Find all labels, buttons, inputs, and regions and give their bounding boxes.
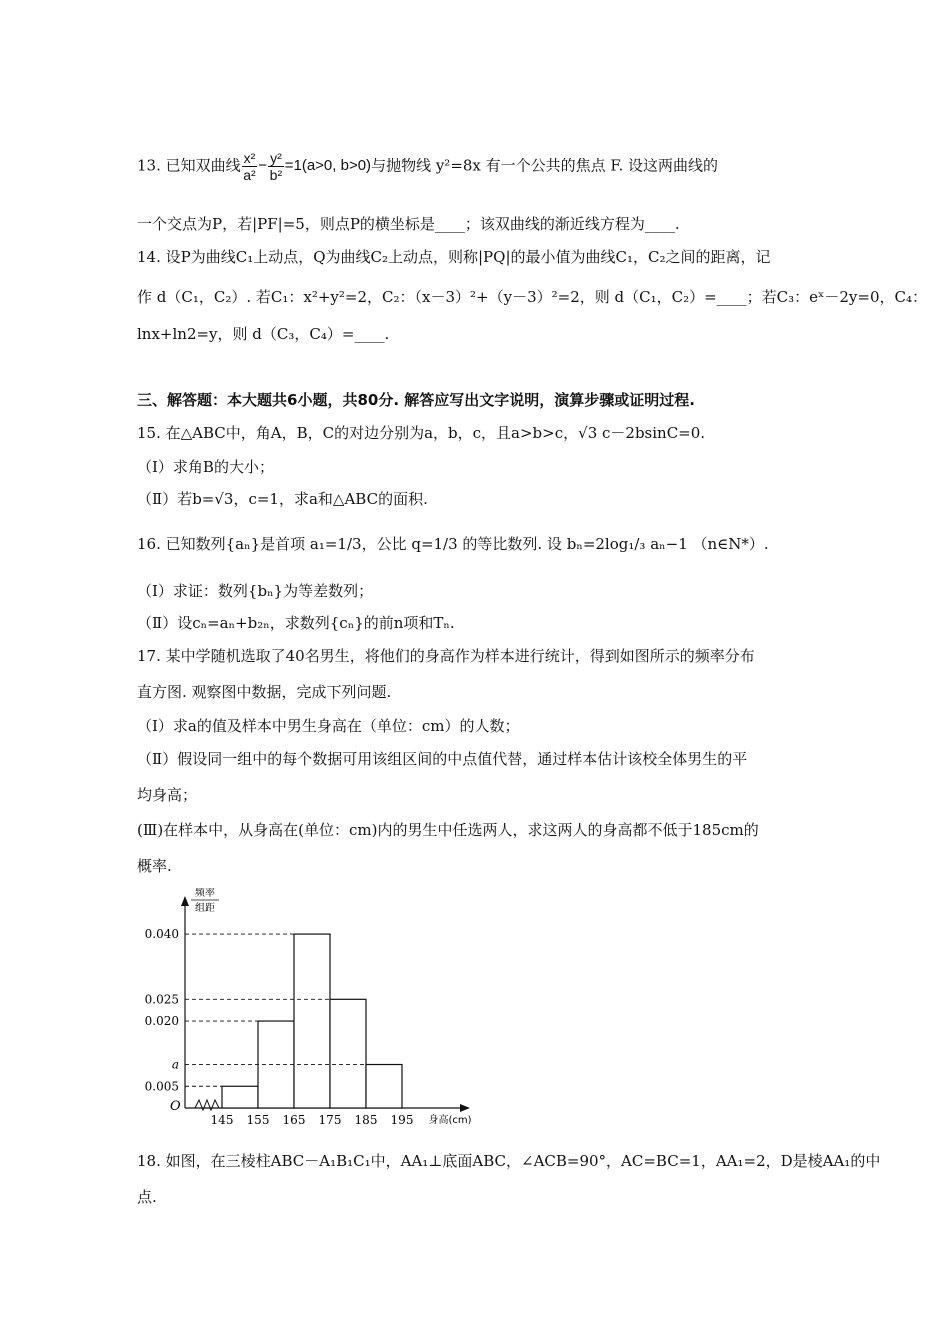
q17-part3b: 概率. [137,857,172,875]
x-axis-arrow [460,1104,470,1112]
x-tick-label: 145 [210,1113,234,1127]
hyperbola-formula: $\frac{\text{x²}}{\text{a²}}$ − $\frac{\text{y²}}{\text{b²}}$ =1(a>0, b>0) [243,150,372,183]
q16-line1: 16. 已知数列{aₙ}是首项 a₁=1/3，公比 q=1/3 的等比数列. 设 bₙ=2log₁/₃ aₙ−1 （n∈N*）. [137,535,769,553]
section-heading: 三、解答题：本大题共6小题，共80分. 解答应写出文字说明，演算步骤或证明过程. [137,391,695,409]
q18-line2: 点. [137,1188,157,1206]
q15-line1: 15. 在△ABC中，角A，B，C的对边分别为a，b，c，且a>b>c，√3 c－2bsinC=0. [137,424,706,442]
q16-part1: （Ⅰ）求证：数列{bₙ}为等差数列； [137,582,374,600]
q17-line1: 17. 某中学随机选取了40名男生，将他们的身高作为样本进行统计，得到如图所示的频率分布 [137,647,755,665]
y-tick-label: 0.040 [144,927,179,942]
x-tick-label: 175 [318,1113,342,1127]
q13-text-b: 与抛物线 y²=8x 有一个公共的焦点 F. 设这两曲线的 [371,156,719,175]
x-tick-label: 185 [354,1113,378,1127]
x-tick-label: 195 [390,1113,414,1127]
histogram-bar [366,1065,402,1108]
frequency-histogram [130,888,490,1138]
histogram-bar [294,934,330,1108]
y-tick-label: a [171,1057,179,1072]
q18-line1: 18. 如图，在三棱柱ABC－A₁B₁C₁中，AA₁⊥底面ABC，∠ACB=90°，AC=BC=1，AA₁=2，D是棱AA₁的中 [137,1152,881,1170]
ylabel-bottom: 组距 [195,903,215,914]
x-tick-label: 155 [246,1113,270,1127]
x-tick-label: 165 [282,1113,306,1127]
q14-line3: lnx+ln2=y，则 d（C₃，C₄）=____. [137,325,390,343]
y-axis-arrow [181,896,189,906]
q17-line2: 直方图. 观察图中数据，完成下列问题. [137,683,392,701]
q17-part3a: (Ⅲ)在样本中，从身高在(单位：cm)内的男生中任选两人，求这两人的身高都不低于185cm的 [137,821,759,839]
q13-line1 [137,150,718,183]
q14-line2: 作 d（C₁，C₂）. 若C₁：x²+y²=2，C₂：（x－3）²+（y－3）²=2，则 d（C₁，C₂）=____；若C₃：eˣ－2y=0，C₄： [137,288,928,306]
y-tick-label: 0.025 [144,992,179,1007]
histogram-bar [222,1086,258,1108]
ylabel-top: 频率 [195,888,215,899]
q13-text-a: 13. 已知双曲线 [137,156,241,175]
xlabel: 身高(cm) [428,1115,472,1126]
q17-part2b: 均身高； [137,786,198,804]
q14-line1: 14. 设P为曲线C₁上动点，Q为曲线C₂上动点，则称|PQ|的最小值为曲线C₁，C₂之间的距离，记 [137,248,771,266]
q13-line2: 一个交点为P，若|PF|=5，则点P的横坐标是____；该双曲线的渐近线方程为____. [137,215,680,233]
y-tick-label: 0.005 [144,1079,179,1094]
origin-label: O [170,1099,181,1114]
q17-part1: （Ⅰ）求a的值及样本中男生身高在（单位：cm）的人数； [137,717,520,735]
q15-part2: （Ⅱ）若b=√3，c=1，求a和△ABC的面积. [137,490,428,508]
q16-part2: （Ⅱ）设cₙ=aₙ+b₂ₙ，求数列{cₙ}的前n项和Tₙ. [137,614,455,632]
q15-part1: （Ⅰ）求角B的大小； [137,458,274,476]
histogram-bar [330,999,366,1108]
q17-part2a: （Ⅱ）假设同一组中的每个数据可用该组区间的中点值代替，通过样本估计该校全体男生的平 [137,750,748,768]
y-tick-label: 0.020 [144,1014,179,1029]
